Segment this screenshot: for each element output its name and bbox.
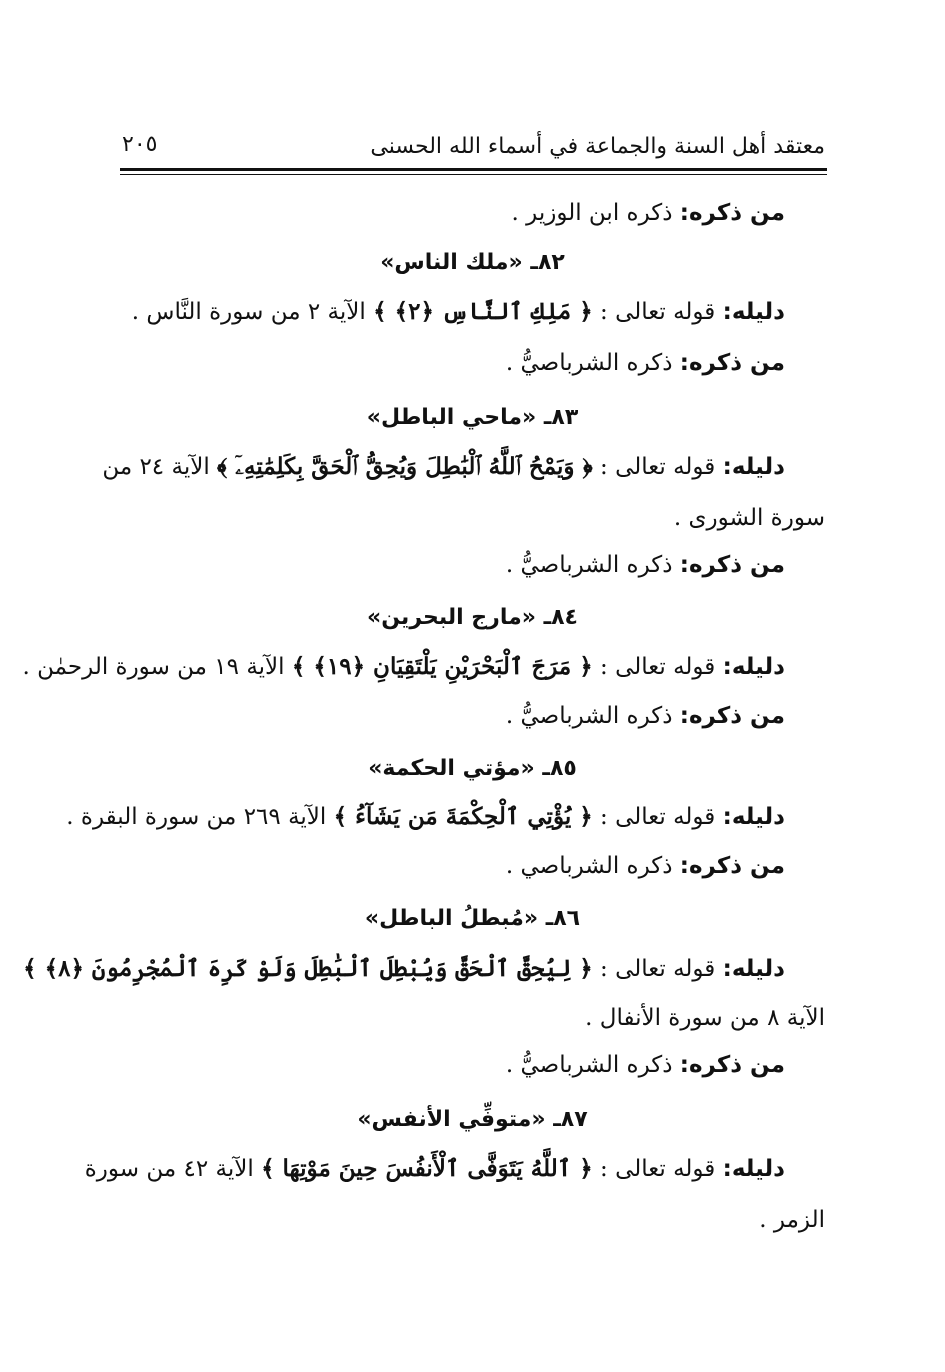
said-text: قوله تعالى : [600, 956, 716, 982]
verse-reference: الآية ٤٢ من سورة [84, 1156, 254, 1182]
entry-heading-84: ٨٤ـ «مارج البحرين» [367, 605, 578, 630]
mentioned-by-text: ذكره الشرباصيُّ . [505, 552, 673, 578]
entry-heading-86: ٨٦ـ «مُبطلُ الباطل» [364, 906, 581, 931]
said-text: قوله تعالى : [600, 654, 716, 680]
mentioned-by-line [118, 703, 785, 731]
header-rule-thin [120, 174, 827, 175]
quran-verse: ﴿ مَلِكِ ٱلنَّاسِ ﴿٢﴾ ﴾ [373, 298, 593, 325]
proof-line [84, 1155, 785, 1184]
header-rule-thick [120, 168, 827, 171]
proof-line [102, 453, 785, 482]
said-text: قوله تعالى : [600, 804, 716, 830]
mentioned-by-line [118, 200, 785, 228]
mentioned-by-label: من ذكره: [679, 200, 785, 226]
continuation-line: سورة الشورى . [673, 505, 825, 531]
quran-verse: ﴿ ٱللَّهُ يَتَوَفَّى ٱلْأَنفُسَ حِينَ مَوْتِهَا ﴾ [261, 1155, 593, 1182]
verse-reference: الآية ١٩ من سورة الرحمٰن . [22, 654, 285, 680]
mentioned-by-line [118, 853, 785, 881]
mentioned-by-label: من ذكره: [679, 350, 785, 376]
proof-line [23, 955, 785, 984]
proof-label: دليله: [722, 804, 785, 830]
mentioned-by-label: من ذكره: [679, 1052, 785, 1078]
quran-verse: ﴿ يُؤْتِي ٱلْحِكْمَةَ مَن يَشَآءُ ﴾ [333, 803, 593, 830]
mentioned-by-text: ذكره الشرباصيُّ . [505, 703, 673, 729]
page-number: ٢٠٥ [122, 132, 158, 157]
mentioned-by-label: من ذكره: [679, 853, 785, 879]
mentioned-by-line [118, 552, 785, 580]
entry-heading-87: ٨٧ـ «متوفِّي الأنفس» [357, 1107, 588, 1132]
mentioned-by-line [118, 350, 785, 378]
said-text: قوله تعالى : [600, 454, 716, 480]
mentioned-by-label: من ذكره: [679, 552, 785, 578]
continuation-line: الزمر . [759, 1207, 825, 1233]
said-text: قوله تعالى : [600, 1156, 716, 1182]
verse-reference: الآية ٢٦٩ من سورة البقرة . [66, 804, 327, 830]
proof-label: دليله: [722, 454, 785, 480]
mentioned-by-text: ذكره الشرباصي . [505, 853, 673, 879]
proof-line [118, 298, 785, 327]
continuation-line: الآية ٨ من سورة الأنفال . [585, 1005, 825, 1031]
mentioned-by-line [118, 1052, 785, 1080]
quran-verse: ﴿ لِيُحِقَّ ٱلْحَقَّ وَيُبْطِلَ ٱلْبَٰطِلَ وَلَوْ كَرِهَ ٱلْمُجْرِمُونَ ﴿٨﴾ ﴾ [23, 955, 593, 982]
proof-label: دليله: [722, 299, 785, 325]
proof-line [22, 653, 785, 682]
running-title: معتقد أهل السنة والجماعة في أسماء الله الحسنى [370, 134, 825, 159]
verse-reference: الآية ٢٤ من [102, 454, 210, 480]
verse-reference: الآية ٢ من سورة النَّاس . [131, 299, 366, 325]
entry-heading-83: ٨٣ـ «ماحي الباطل» [366, 405, 579, 430]
entry-heading-82: ٨٢ـ «ملك الناس» [380, 250, 565, 275]
said-text: قوله تعالى : [600, 299, 716, 325]
mentioned-by-text: ذكره ابن الوزير . [511, 200, 673, 226]
mentioned-by-text: ذكره الشرباصيُّ . [505, 350, 673, 376]
proof-line [66, 803, 785, 832]
entry-heading-85: ٨٥ـ «مؤتي الحكمة» [368, 756, 577, 781]
proof-label: دليله: [722, 1156, 785, 1182]
quran-verse: ﴿ وَيَمْحُ ٱللَّهُ ٱلْبَٰطِلَ وَيُحِقُّ ٱلْحَقَّ بِكَلِمَٰتِهِۦٓ ﴾ [217, 453, 593, 480]
mentioned-by-label: من ذكره: [679, 703, 785, 729]
quran-verse: ﴿ مَرَجَ ٱلْبَحْرَيْنِ يَلْتَقِيَانِ ﴿١٩﴾ ﴾ [291, 653, 593, 680]
proof-label: دليله: [722, 956, 785, 982]
proof-label: دليله: [722, 654, 785, 680]
mentioned-by-text: ذكره الشرباصيُّ . [505, 1052, 673, 1078]
